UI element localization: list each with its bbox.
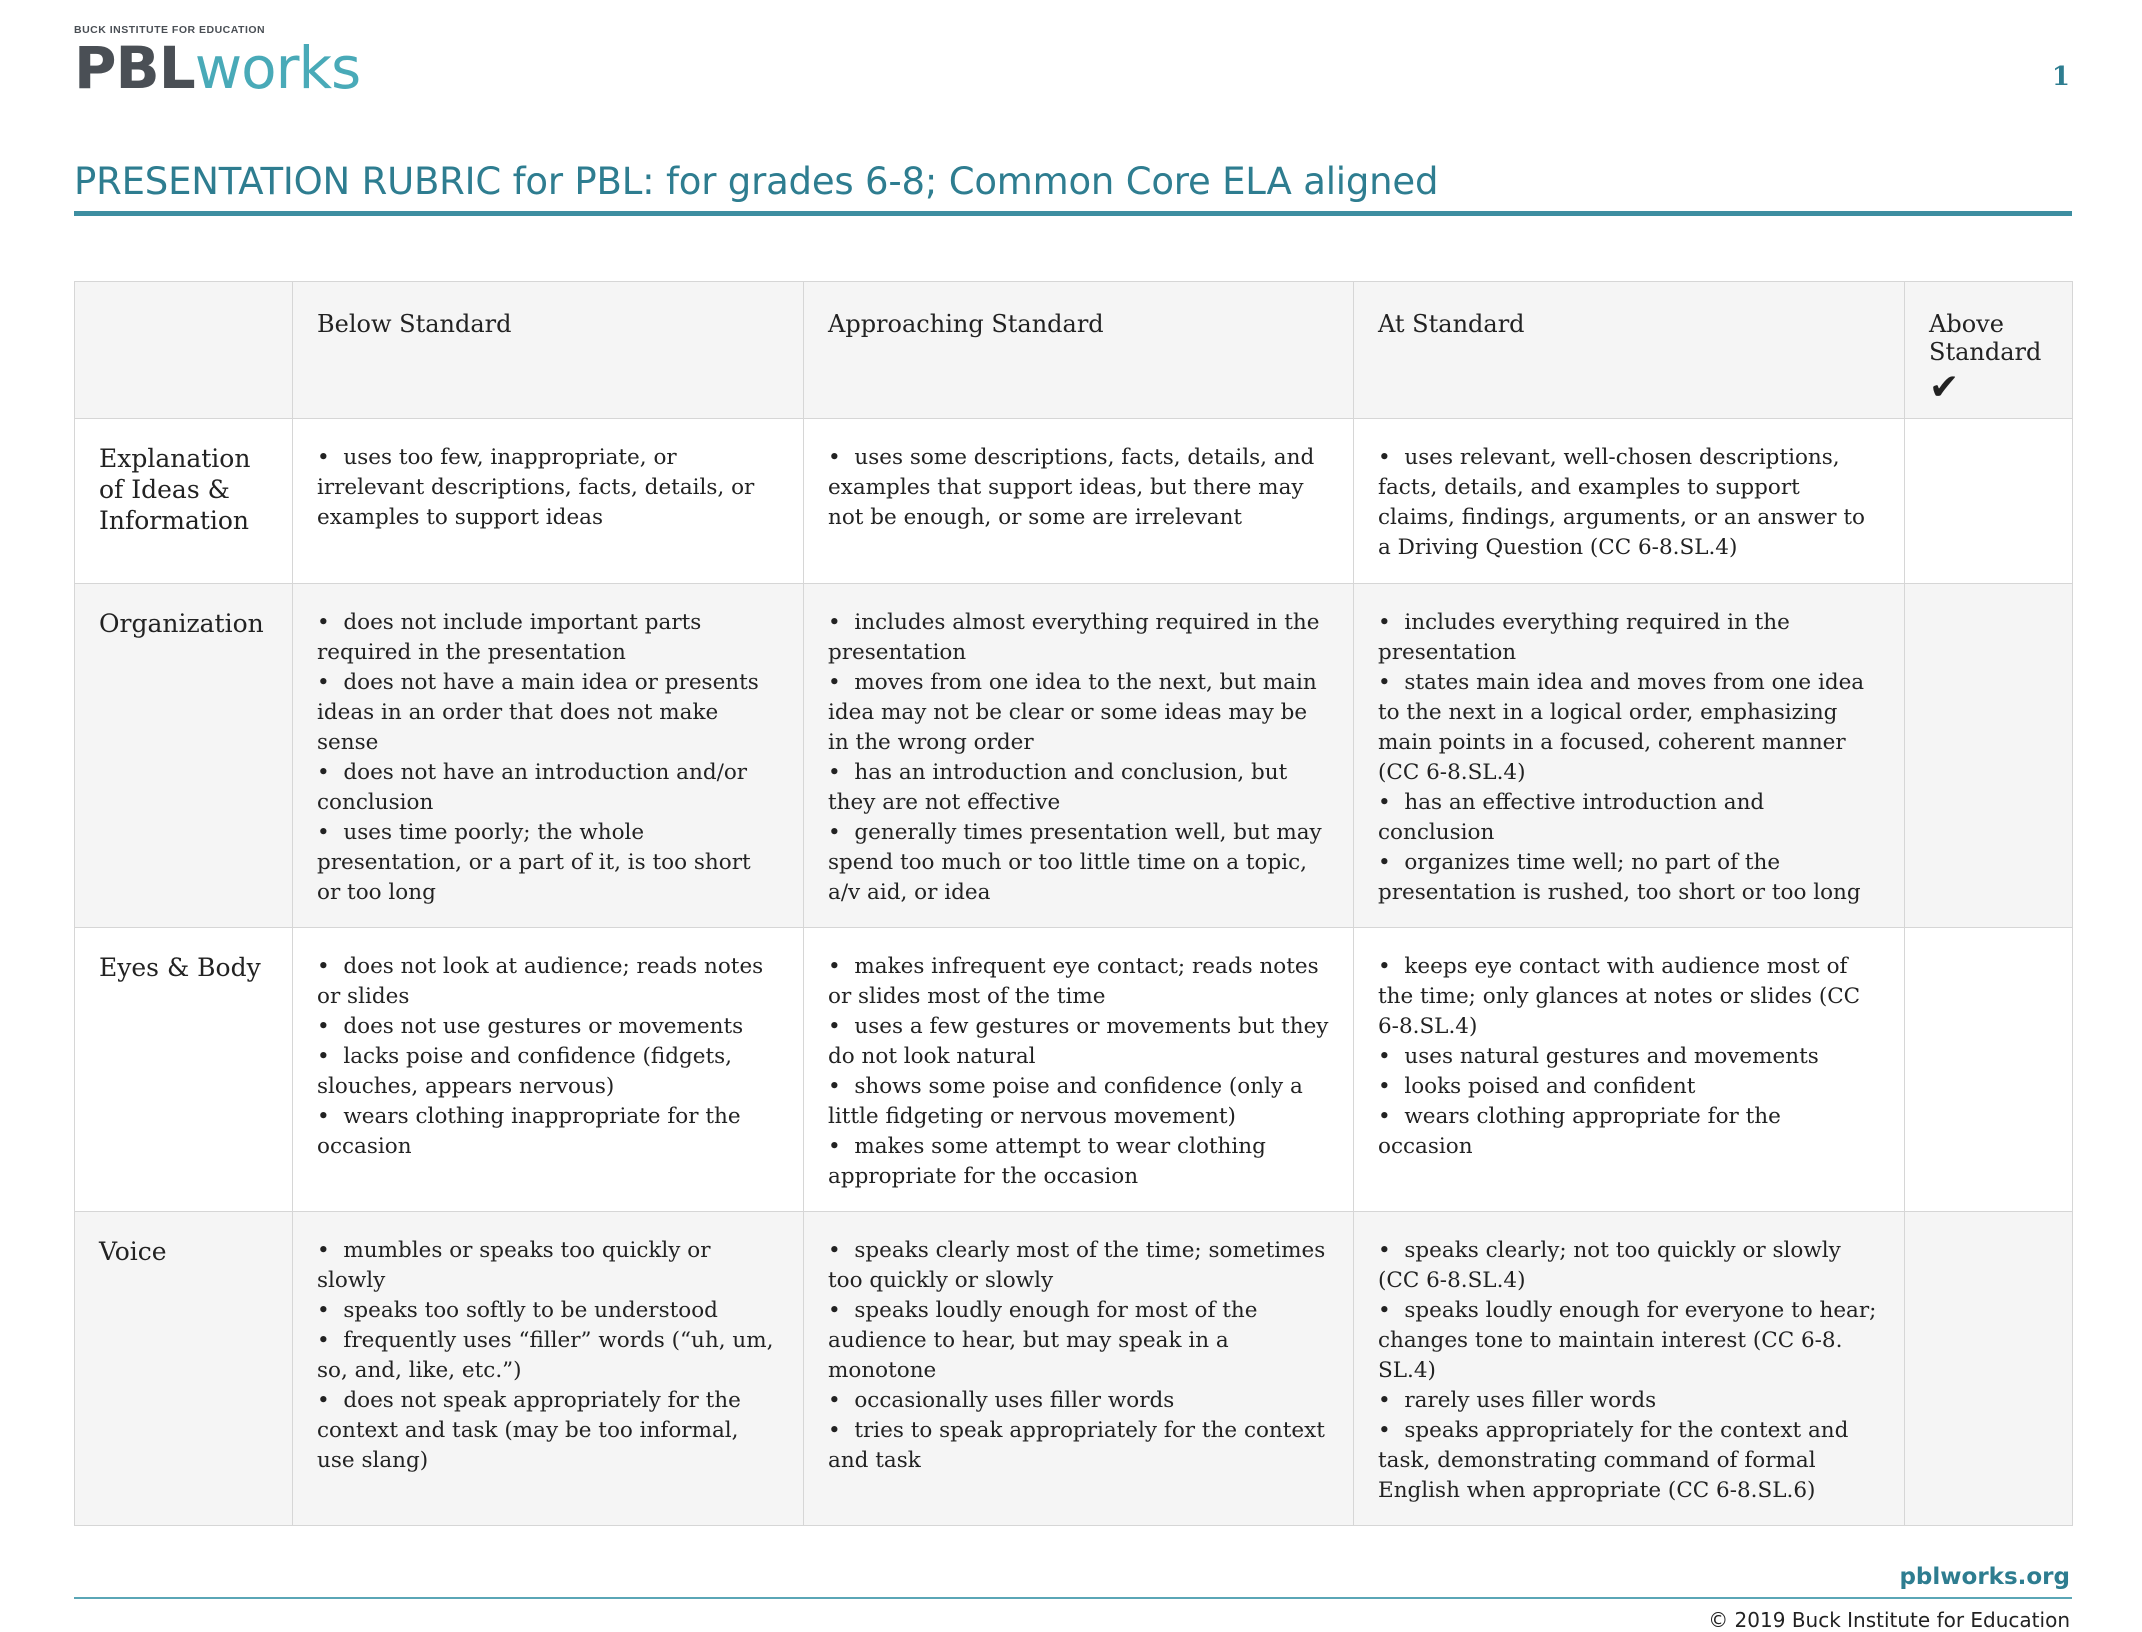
descriptor-item: • speaks loudly enough for most of the audience to hear, but may speak in a monotone [828, 1296, 1329, 1386]
descriptor-item: • frequently uses “filler” words (“uh, um, so, and, like, etc.”) [317, 1326, 779, 1386]
table-row [75, 928, 2073, 1212]
criterion-cell: Organization [75, 584, 293, 928]
table-row [75, 419, 2073, 584]
column-header-above [1905, 282, 2073, 419]
title-divider [74, 211, 2072, 216]
descriptor-item: • looks poised and confident [1378, 1072, 1880, 1102]
descriptor-item: • makes some attempt to wear clothing appropriate for the occasion [828, 1132, 1329, 1192]
below-cell [293, 928, 804, 1212]
checkmark-icon: ✔ [1929, 367, 1960, 408]
approaching-cell [804, 1212, 1354, 1526]
table-row [75, 584, 2073, 928]
descriptor-item: • does not speak appropriately for the context and task (may be too informal, use slang) [317, 1386, 779, 1476]
descriptor-item: • uses relevant, well-chosen descriptions, facts, details, and examples to support claims, findings, arguments, or an answer to a Driving Question (CC 6-8.SL.4) [1378, 443, 1880, 563]
descriptor-item: • occasionally uses filler words [828, 1386, 1329, 1416]
approaching-cell [804, 584, 1354, 928]
descriptor-item: • wears clothing inappropriate for the occasion [317, 1102, 779, 1162]
descriptor-item: • keeps eye contact with audience most of the time; only glances at notes or slides (CC 6-8.SL.4) [1378, 952, 1880, 1042]
descriptor-item: • does not use gestures or movements [317, 1012, 779, 1042]
descriptor-item: • does not have a main idea or presents ideas in an order that does not make sense [317, 668, 779, 758]
descriptor-item: • includes almost everything required in the presentation [828, 608, 1329, 668]
descriptor-item: • uses some descriptions, facts, details, and examples that support ideas, but there may not be enough, or some are irrelevant [828, 443, 1329, 533]
descriptor-item: • organizes time well; no part of the presentation is rushed, too short or too long [1378, 848, 1880, 908]
approaching-cell [804, 928, 1354, 1212]
column-header-at: At Standard [1354, 282, 1905, 419]
column-header-approaching: Approaching Standard [804, 282, 1354, 419]
descriptor-item: • does not have an introduction and/or conclusion [317, 758, 779, 818]
descriptor-item: • lacks poise and confidence (fidgets, slouches, appears nervous) [317, 1042, 779, 1102]
criterion-cell: Eyes & Body [75, 928, 293, 1212]
table-row [75, 1212, 2073, 1526]
descriptor-item: • has an effective introduction and conclusion [1378, 788, 1880, 848]
above-cell [1905, 584, 2073, 928]
descriptor-item: • uses a few gestures or movements but they do not look natural [828, 1012, 1329, 1072]
descriptor-item: • speaks loudly enough for everyone to hear; changes tone to maintain interest (CC 6-8. SL.4) [1378, 1296, 1880, 1386]
descriptor-item: • uses time poorly; the whole presentation, or a part of it, is too short or too long [317, 818, 779, 908]
at-cell [1354, 584, 1905, 928]
above-standard-label: Above Standard [1929, 310, 2042, 366]
descriptor-item: • mumbles or speaks too quickly or slowly [317, 1236, 779, 1296]
page-title: PRESENTATION RUBRIC for PBL: for grades 6-8; Common Core ELA aligned [74, 160, 1439, 203]
descriptor-item: • does not look at audience; reads notes or slides [317, 952, 779, 1012]
below-cell [293, 584, 804, 928]
column-header-below: Below Standard [293, 282, 804, 419]
descriptor-item: • rarely uses filler words [1378, 1386, 1880, 1416]
descriptor-item: • speaks appropriately for the context and task, demonstrating command of formal English when appropriate (CC 6-8.SL.6) [1378, 1416, 1880, 1506]
descriptor-item: • uses too few, inappropriate, or irrelevant descriptions, facts, details, or examples to support ideas [317, 443, 779, 533]
criterion-cell: Voice [75, 1212, 293, 1526]
descriptor-item: • generally times presentation well, but may spend too much or too little time on a topic, a/v aid, or idea [828, 818, 1329, 908]
at-cell [1354, 419, 1905, 584]
rubric-table [74, 281, 2073, 1526]
descriptor-item: • uses natural gestures and movements [1378, 1042, 1880, 1072]
at-cell [1354, 928, 1905, 1212]
above-cell [1905, 419, 2073, 584]
descriptor-item: • speaks clearly; not too quickly or slowly (CC 6-8.SL.4) [1378, 1236, 1880, 1296]
footer-divider [74, 1597, 2072, 1599]
below-cell [293, 419, 804, 584]
approaching-cell [804, 419, 1354, 584]
copyright-text: © 2019 Buck Institute for Education [1708, 1608, 2070, 1632]
descriptor-item: • speaks too softly to be understood [317, 1296, 779, 1326]
descriptor-item: • shows some poise and confidence (only a little fidgeting or nervous movement) [828, 1072, 1329, 1132]
descriptor-item: • speaks clearly most of the time; sometimes too quickly or slowly [828, 1236, 1329, 1296]
logo-pbl: PBL [74, 34, 195, 102]
descriptor-item: • states main idea and moves from one idea to the next in a logical order, emphasizing main points in a focused, coherent manner (CC 6-8.SL.4) [1378, 668, 1880, 788]
descriptor-item: • tries to speak appropriately for the context and task [828, 1416, 1329, 1476]
above-cell [1905, 928, 2073, 1212]
pblworks-link[interactable]: pblworks.org [1899, 1564, 2070, 1590]
at-cell [1354, 1212, 1905, 1526]
page-number: 1 [2051, 62, 2070, 92]
pblworks-logo [74, 24, 394, 102]
logo-wordmark [74, 34, 361, 102]
descriptor-item: • includes everything required in the presentation [1378, 608, 1880, 668]
descriptor-item: • does not include important parts required in the presentation [317, 608, 779, 668]
above-cell [1905, 1212, 2073, 1526]
descriptor-item: • has an introduction and conclusion, but they are not effective [828, 758, 1329, 818]
criterion-cell: Explanation of Ideas & Information [75, 419, 293, 584]
descriptor-item: • wears clothing appropriate for the occasion [1378, 1102, 1880, 1162]
org-name: BUCK INSTITUTE FOR EDUCATION [74, 24, 266, 36]
descriptor-item: • makes infrequent eye contact; reads notes or slides most of the time [828, 952, 1329, 1012]
column-header-criterion [75, 282, 293, 419]
logo-works: works [194, 34, 361, 102]
header-row [75, 282, 2073, 419]
descriptor-item: • moves from one idea to the next, but main idea may not be clear or some ideas may be in the wrong order [828, 668, 1329, 758]
below-cell [293, 1212, 804, 1526]
